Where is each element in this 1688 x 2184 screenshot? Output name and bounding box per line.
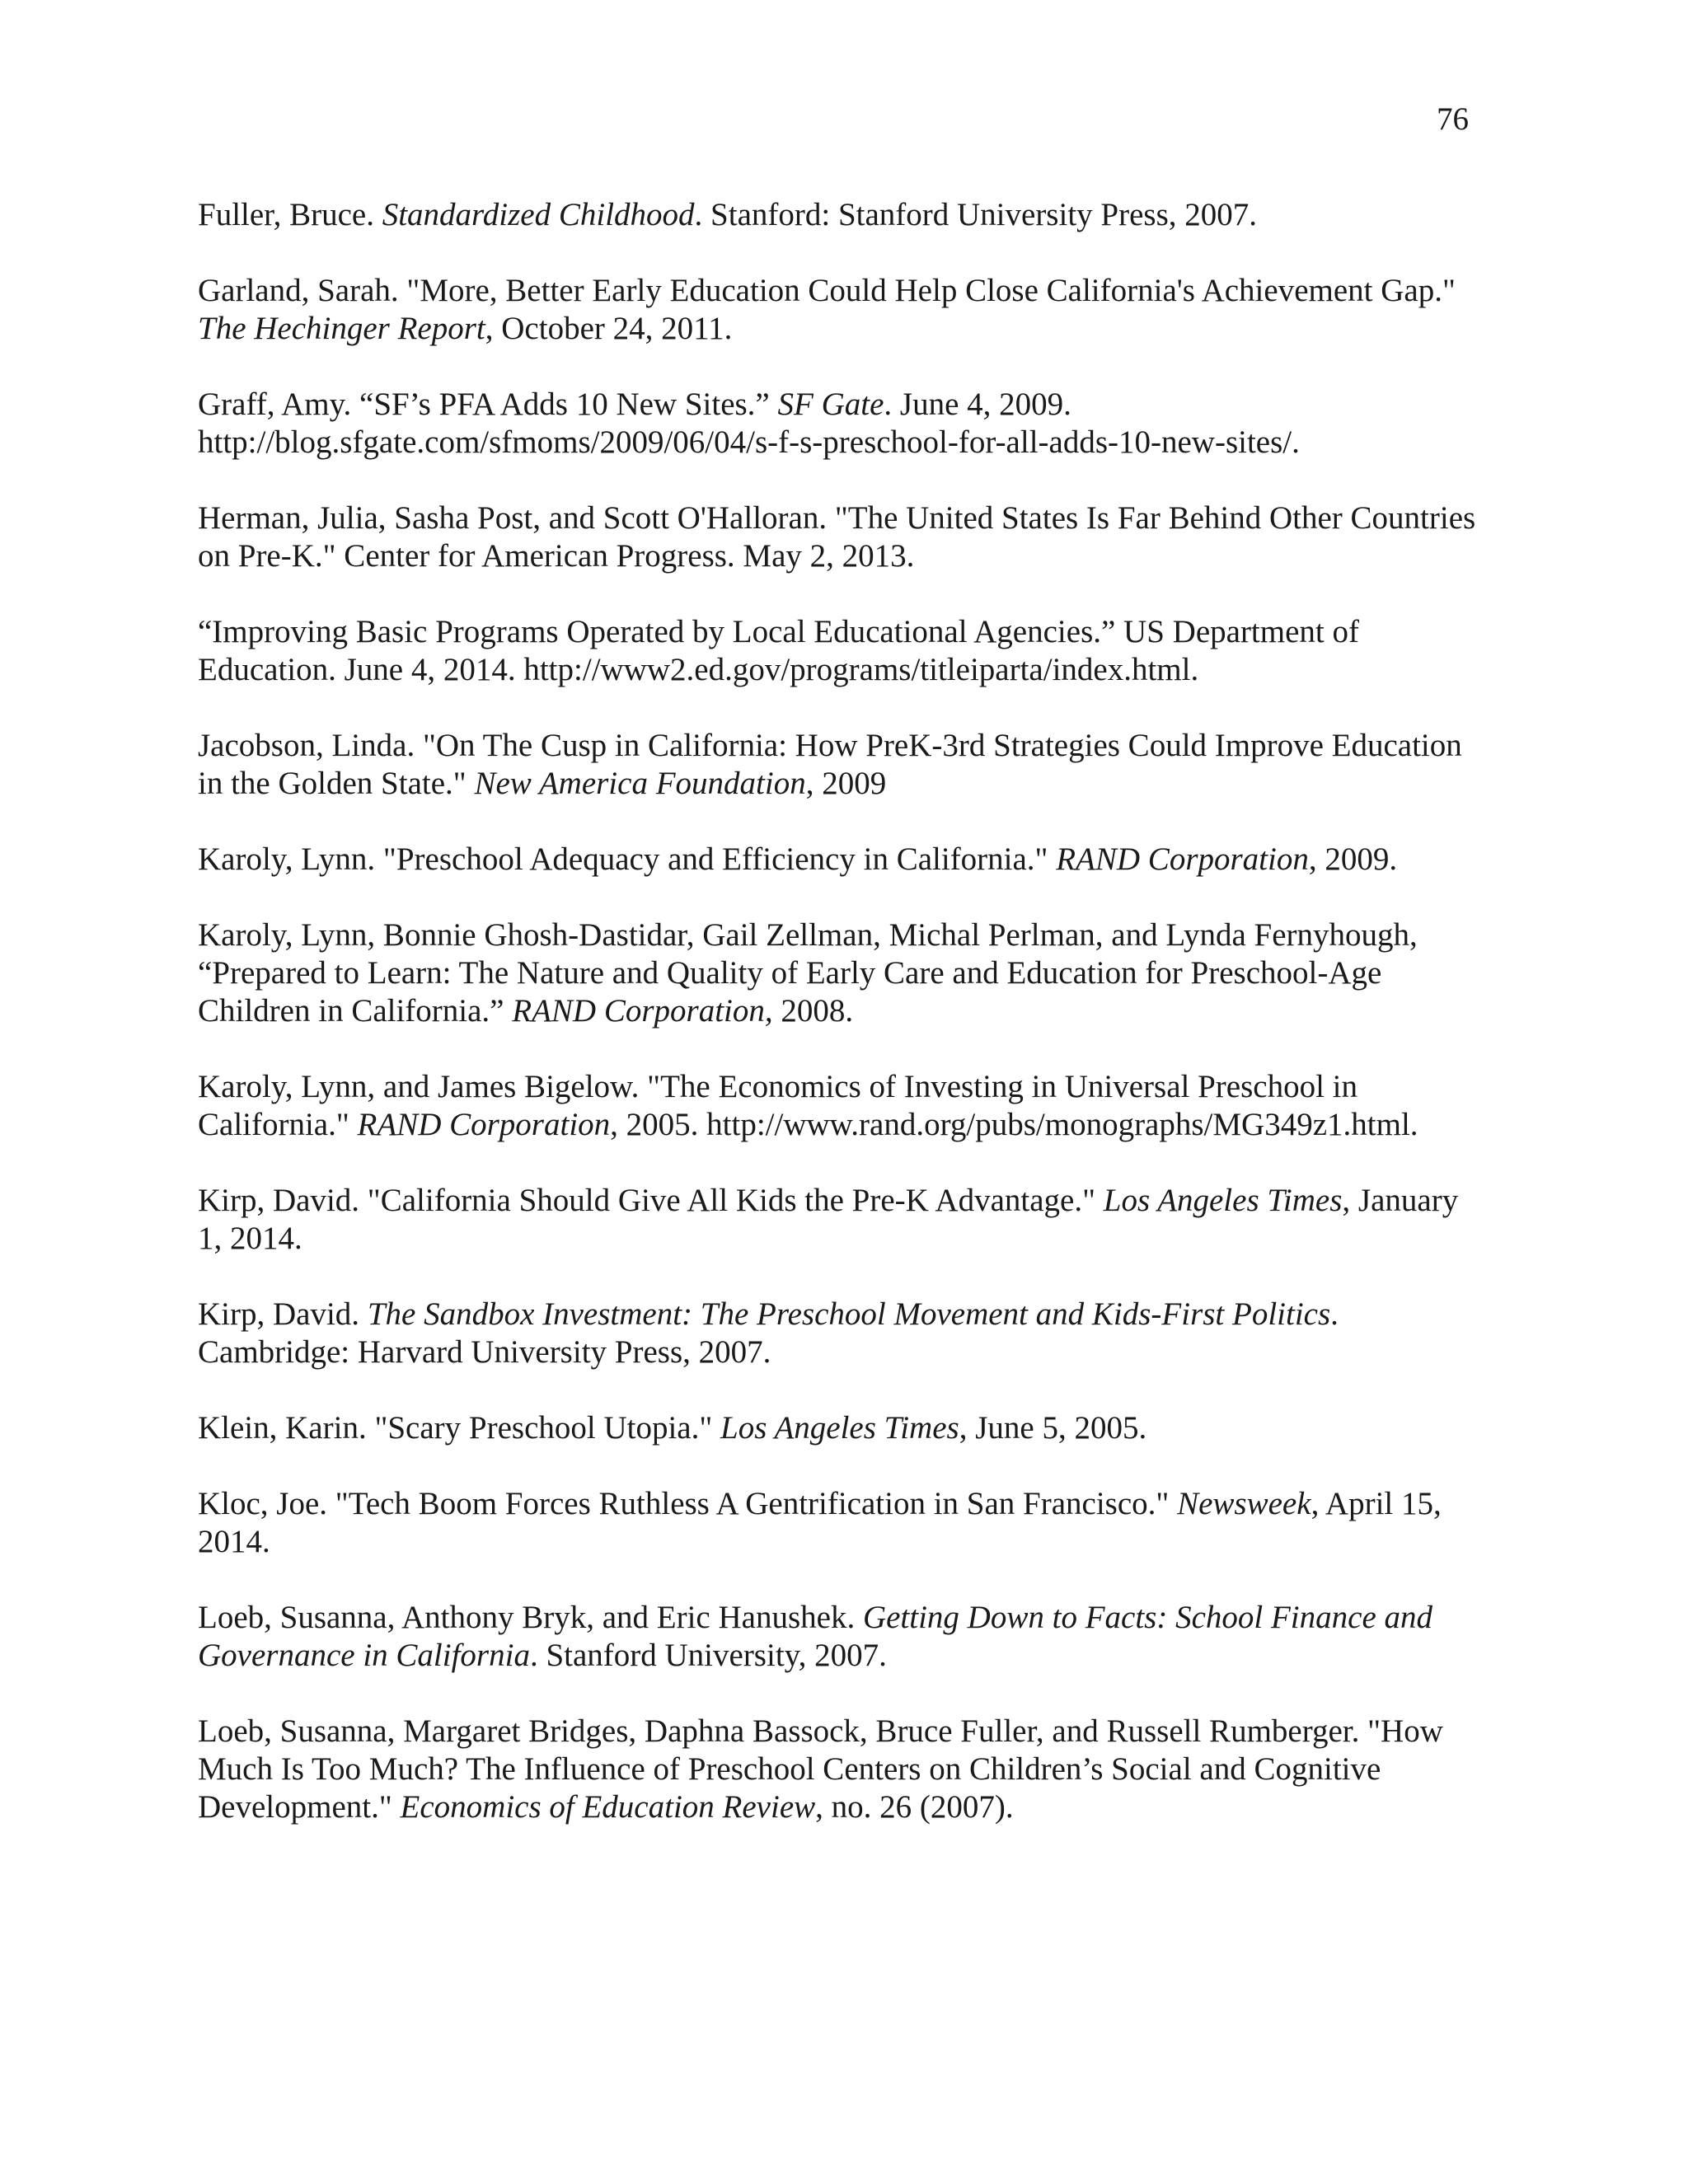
citation-text: Kloc, Joe. "Tech Boom Forces Ruthless A Gentrification in San Francisco." <box>198 1486 1178 1521</box>
citation-entry <box>198 196 1484 234</box>
citation-text: , January 1, 2014. <box>198 1183 1459 1256</box>
citation-title: SF Gate <box>777 387 884 422</box>
citation-entry <box>198 613 1484 689</box>
citation-entry <box>198 499 1484 575</box>
citation-text: Fuller, Bruce. <box>198 197 382 232</box>
citation-title: RAND Corporation <box>357 1107 611 1142</box>
citation-text: Loeb, Susanna, Anthony Bryk, and Eric Hanushek. <box>198 1600 863 1635</box>
citation-text: Graff, Amy. “SF’s PFA Adds 10 New Sites.” <box>198 387 778 422</box>
citation-entry <box>198 841 1484 879</box>
citation-text: , 2009 <box>805 766 887 801</box>
citation-title: The Sandbox Investment: The Preschool Movement and Kids-First Politics <box>367 1296 1331 1332</box>
citation-entry <box>198 1409 1484 1447</box>
citation-text: Loeb, Susanna, Margaret Bridges, Daphna Bassock, Bruce Fuller, and Russell Rumberger. "How Much Is Too Much? The Influence of Preschool Centers on Children’s Social and Cognitive Development." <box>198 1713 1443 1825</box>
citation-entry <box>198 272 1484 348</box>
citation-text: . Cambridge: Harvard University Press, 2007. <box>198 1296 1339 1370</box>
citation-title: RAND Corporation, <box>512 993 773 1029</box>
citation-text: Jacobson, Linda. "On The Cusp in California: How PreK-3rd Strategies Could Improve Education in the Golden State." <box>198 728 1462 801</box>
citation-text: Karoly, Lynn, Bonnie Ghosh-Dastidar, Gail Zellman, Michal Perlman, and Lynda Fernyhough, “Prepared to Learn: The Nature and Quality of Early Care and Education for Preschool-Age Children in California.” <box>198 917 1418 1029</box>
citation-text: , April 15, 2014. <box>198 1486 1442 1559</box>
citation-entry <box>198 1713 1484 1826</box>
citation-entry <box>198 727 1484 803</box>
citation-title: Standardized Childhood <box>382 197 695 232</box>
citation-entry <box>198 1599 1484 1675</box>
citation-text: , 2005. http://www.rand.org/pubs/monographs/MG349z1.html. <box>610 1107 1418 1142</box>
citation-text: , 2009. <box>1308 841 1398 877</box>
citation-entry <box>198 386 1484 462</box>
citation-text: . Stanford University, 2007. <box>529 1638 887 1673</box>
citation-title: The Hechinger Report <box>198 311 485 346</box>
citation-title: Newsweek <box>1177 1486 1311 1521</box>
citation-text: . Stanford: Stanford University Press, 2007. <box>694 197 1257 232</box>
citation-title: RAND Corporation <box>1056 841 1309 877</box>
citation-entry <box>198 1485 1484 1561</box>
citation-text: , no. 26 (2007). <box>815 1789 1014 1825</box>
citation-text: Kirp, David. <box>198 1296 368 1332</box>
citation-text: Karoly, Lynn, and James Bigelow. "The Economics of Investing in Universal Preschool in California." <box>198 1069 1358 1142</box>
citation-title: New America Foundation <box>474 766 806 801</box>
citation-text: Kirp, David. "California Should Give All Kids the Pre-K Advantage." <box>198 1183 1104 1218</box>
citation-title: Getting Down to Facts: School Finance and Governance in California <box>198 1600 1433 1673</box>
citation-text: 2008. <box>772 993 854 1029</box>
citation-title: Los Angeles Times <box>1103 1183 1343 1218</box>
citation-entry <box>198 1068 1484 1144</box>
citation-entry <box>198 916 1484 1030</box>
bibliography <box>198 196 1484 1864</box>
citation-entry <box>198 1296 1484 1371</box>
citation-title: Los Angeles Times <box>720 1410 959 1446</box>
citation-text: , June 5, 2005. <box>959 1410 1147 1446</box>
citation-title: Economics of Education Review <box>400 1789 816 1825</box>
citation-text: . June 4, 2009. http://blog.sfgate.com/sfmoms/2009/06/04/s-f-s-preschool-for-all-adds-10-new-sites/. <box>198 387 1300 460</box>
citation-text: Herman, Julia, Sasha Post, and Scott O'Halloran. "The United States Is Far Behind Other Countries on Pre-K." Center for American Progress. May 2, 2013. <box>198 500 1476 574</box>
citation-text: , October 24, 2011. <box>485 311 733 346</box>
page-number: 76 <box>1437 101 1469 137</box>
citation-text: “Improving Basic Programs Operated by Local Educational Agencies.” US Department of Education. June 4, 2014. http://www2.ed.gov/programs/titleiparta/index.html. <box>198 614 1359 687</box>
citation-text: Garland, Sarah. "More, Better Early Education Could Help Close California's Achievement Gap." <box>198 273 1456 308</box>
citation-text: Klein, Karin. "Scary Preschool Utopia." <box>198 1410 721 1446</box>
citation-text: Karoly, Lynn. "Preschool Adequacy and Efficiency in California." <box>198 841 1057 877</box>
citation-entry <box>198 1182 1484 1258</box>
